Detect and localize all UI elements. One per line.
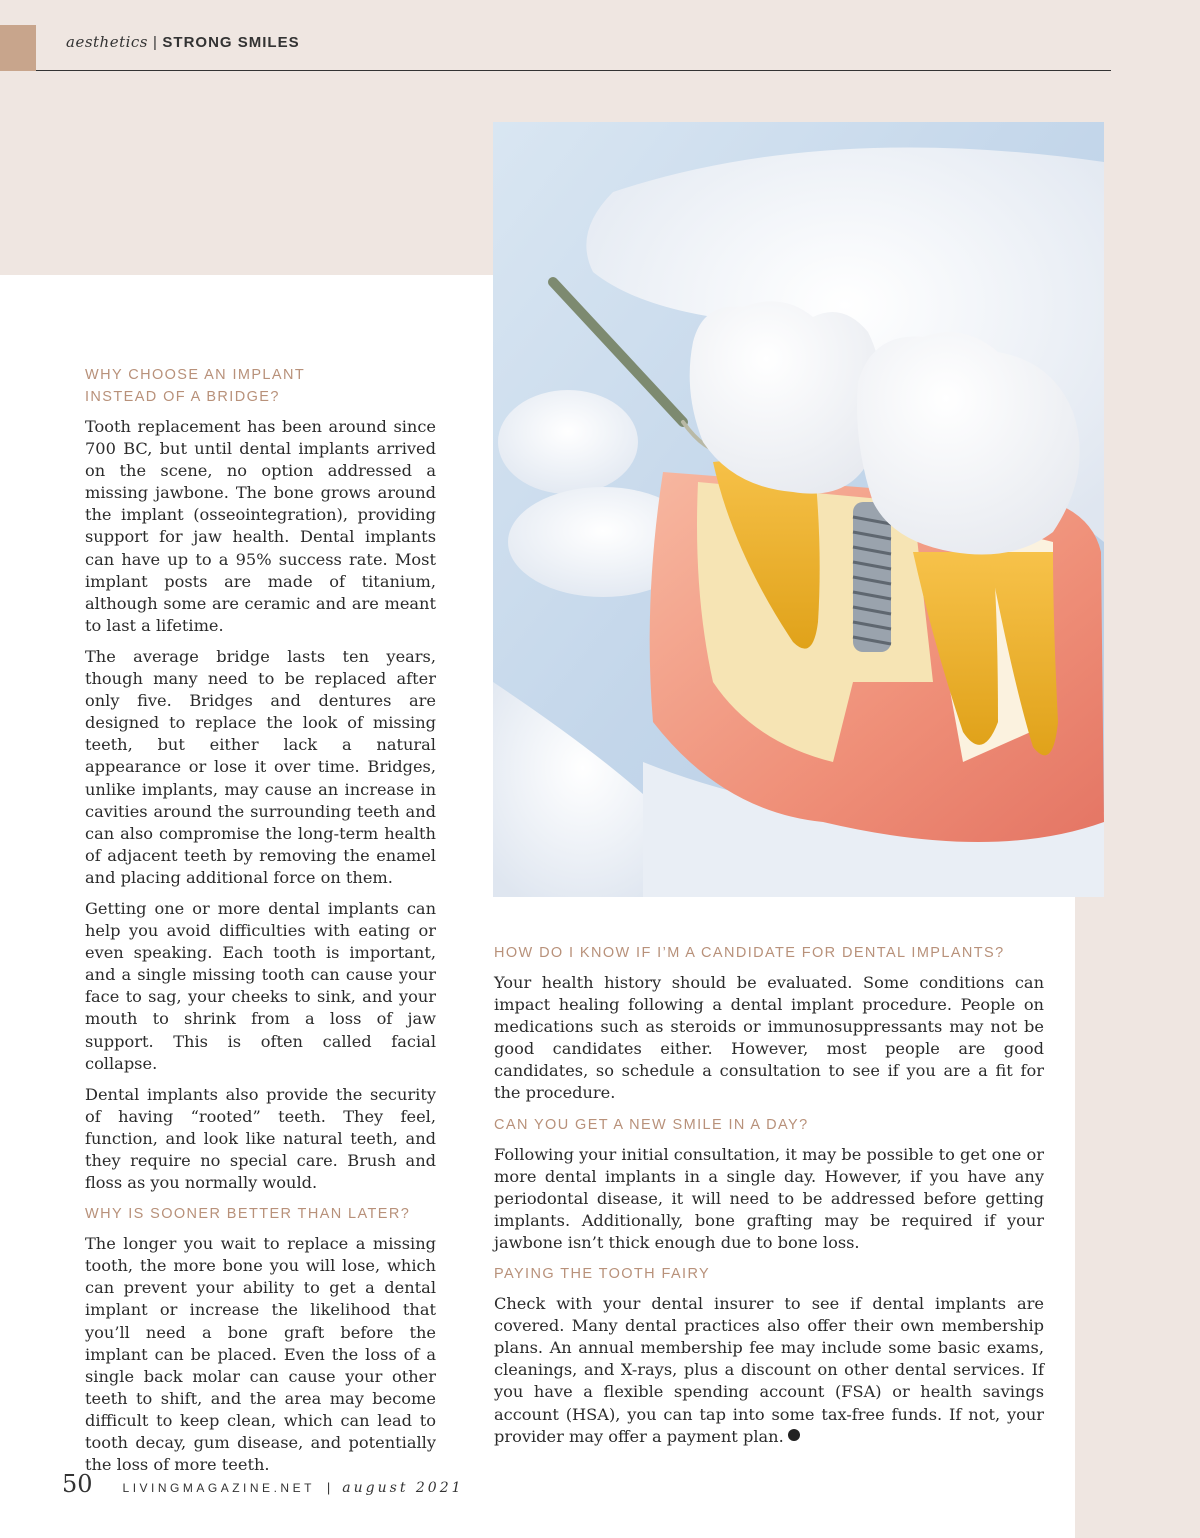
page-number: 50 — [62, 1470, 93, 1498]
subheading-line: WHY CHOOSE AN IMPLANT — [85, 367, 306, 383]
header-topic: STRONG SMILES — [162, 34, 300, 51]
body-paragraph: Following your initial consultation, it may be possible to get one or more dental implants in a single day. However, if you have any periodontal disease, it will need to be addressed before getting implants. Additionally, bone grafting may be required if your jawbone isn’t thick enough due to bone loss. — [494, 1144, 1044, 1252]
subheading-candidate: HOW DO I KNOW IF I’M A CANDIDATE FOR DENTAL IMPLANTS? — [494, 945, 1005, 961]
body-paragraph: Tooth replacement has been around since 700 BC, but until dental implants arrived on the scene, no option addressed a missing jawbone. The bone grows around the implant (osseointegration), providing support for jaw health. Dental implants can have up to a 95% success rate. Most implant posts are made of titanium, although some are ceramic and are meant to last a lifetime. — [85, 417, 436, 635]
subheading-tooth-fairy: PAYING THE TOOTH FAIRY — [494, 1266, 711, 1283]
footer-issue: august 2021 — [342, 1480, 464, 1496]
subheading-line: INSTEAD OF A BRIDGE? — [85, 389, 280, 405]
header-separator: | — [153, 34, 158, 51]
footer-separator: | — [326, 1480, 331, 1495]
subheading-why-implant — [85, 364, 436, 408]
page-footer — [62, 1470, 464, 1506]
header-section: aesthetics — [66, 33, 149, 51]
body-paragraph-final — [494, 1293, 1044, 1448]
body-paragraph: The longer you wait to replace a missing tooth, the more bone you will lose, which can prevent your ability to get a dental implant or increase the likelihood that you’ll need a bone graft before the implant can be placed. Even the loss of a single back molar can cause your other teeth to shift, and the area may become difficult to keep clean, which can lead to tooth decay, gum disease, and potentially the loss of more teeth. — [85, 1234, 436, 1475]
subheading-smile-in-a-day: CAN YOU GET A NEW SMILE IN A DAY? — [494, 1116, 809, 1133]
corner-tab — [0, 25, 36, 71]
footer-site: LIVINGMAGAZINE.NET — [122, 1481, 315, 1495]
body-paragraph: The average bridge lasts ten years, though many need to be replaced after only five. Bridges and dentures are designed to replace the look of missing teeth, but either lack a natural appearance or lose it over time. Bridges, unlike implants, may cause an increase in cavities around the surrounding teeth and can also compromise the long-term health of adjacent teeth by removing the enamel and placing additional force on them. — [85, 646, 436, 887]
body-paragraph: Your health history should be evaluated. Some conditions can impact healing following a dental implant procedure. People on medications such as steroids or immunosuppressants may not be good candidates either. However, most people are good candidates, so schedule a consultation to see if you are a fit for the procedure. — [494, 973, 1044, 1103]
running-header — [66, 33, 300, 51]
dental-implant-photo — [493, 122, 1104, 897]
body-paragraph: Getting one or more dental implants can help you avoid difficulties with eating or even speaking. Each tooth is important, and a single missing tooth can cause your face to sag, your cheeks to sink, and your mouth to shrink from a loss of jaw support. This is often called facial collapse. — [85, 898, 436, 1073]
final-paragraph-text: Check with your dental insurer to see if dental implants are covered. Many dental practices also offer their own membership plans. An annual membership fee may include some basic exams, cleanings, and X-rays, plus a discount on other dental services. If you have a flexible spending account (FSA) or health savings account (HSA), you can tap into some tax-free funds. If not, your provider may offer a payment plan. — [494, 1294, 1044, 1446]
left-text-column — [85, 364, 436, 1485]
header-rule — [36, 70, 1111, 71]
body-paragraph: Dental implants also provide the security of having “rooted” teeth. They feel, function, and look like natural teeth, and they require no special care. Brush and floss as you normally would. — [85, 1084, 436, 1193]
subheading-sooner: WHY IS SOONER BETTER THAN LATER? — [85, 1206, 411, 1223]
right-text-column — [494, 942, 1044, 1457]
end-mark-icon — [788, 1429, 800, 1441]
